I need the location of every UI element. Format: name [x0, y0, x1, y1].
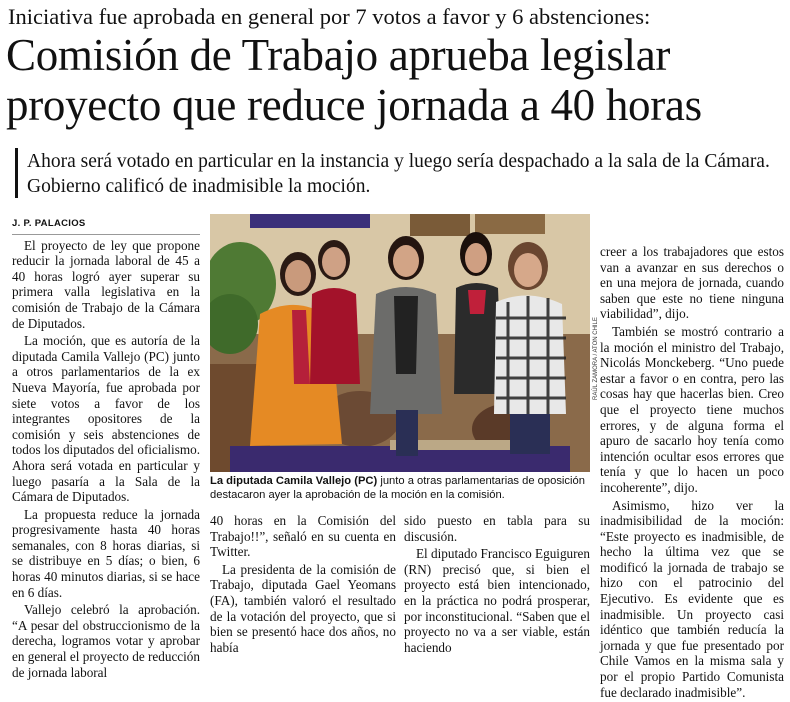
paragraph: La propuesta reduce la jornada progresivamente hasta 40 horas semanales, con 8 horas diarias, si se distribuye en 5 días; o bien, 6 horas 40 minutos diarias, si se hace en 6 días.	[12, 506, 200, 600]
paragraph: Asimismo, hizo ver la inadmisibilidad de la moción: “Este proyecto es inadmisible, de hecho la última vez que se modificó la jornada de trabajo se hizo con el patrocinio del Ejecutivo. Es evidente que es inadmisible. Un proyecto casi idéntico que también reducía la jornada y que fue presentado por Chile Vamos en la misma sala y por el propio Partido Comunista fue declarado inadmisible”.	[600, 497, 784, 700]
paragraph: La presidenta de la comisión de Trabajo, diputada Gael Yeomans (FA), también valoró el resultado de la votación del proyecto, que si bien se presentó hace dos años, no había	[210, 561, 396, 655]
photo-caption	[210, 474, 592, 502]
column-2	[210, 513, 396, 657]
paragraph: El proyecto de ley que propone reducir la jornada laboral de 45 a 40 horas logró ayer superar su primera valla legislativa en la comisión de Trabajo de la Cámara de Diputados.	[12, 237, 200, 331]
column-1	[12, 214, 200, 682]
article-kicker: Iniciativa fue aprobada en general por 7 votos a favor y 6 abstenciones:	[8, 4, 651, 29]
photo-illustration	[210, 214, 590, 472]
column-4	[600, 244, 784, 702]
paragraph: sido puesto en tabla para su discusión.	[404, 513, 590, 544]
article-deck: Ahora será votado en particular en la instancia y luego sería despachado a la sala de la Cámara. Gobierno calificó de inadmisible la moción.	[27, 151, 770, 197]
paragraph: También se mostró contrario a la moción el ministro del Trabajo, Nicolás Monckeberg. “Uno puede estar a favor o en contra, pero las cosas hay que hacerlas bien. Creo que el proyecto tiene muchos errores, y de alguna forma el apuro de sacarlo hoy tenía como intención ocultar esos errores que tenía y que lo hacen un poco incoherente”, dijo.	[600, 323, 784, 495]
headline-line-2: proyecto que reduce jornada a 40 horas	[6, 80, 702, 130]
paragraph: 40 horas en la Comisión del Trabajo!!”, señaló en su cuenta en Twitter.	[210, 513, 396, 560]
paragraph: Vallejo celebró la aprobación. “A pesar del obstruccionismo de la derecha, logramos votar y aprobar en general el proyecto de reducción de jornada laboral	[12, 602, 200, 680]
photo-credit: RAÚL ZAMORA / ATON CHILE	[593, 317, 599, 400]
paragraph: El diputado Francisco Eguiguren (RN) precisó que, si bien el proyecto está bien intencionado, en la práctica no podrá prosperar, por inconstitucional. “Saben que el proyecto no va a ser viable, están haciendo	[404, 546, 590, 655]
caption-text: junto a otras parlamentarias de oposición destacaron ayer la aprobación de la moción en la comisión.	[210, 475, 585, 501]
paragraph: creer a los trabajadores que estos van a avanzar en sus derechos o en una mejora de jornada, cuando saben que este no tiene ninguna viabilidad”, dijo.	[600, 244, 784, 322]
byline: J. P. PALACIOS	[12, 216, 200, 235]
headline-line-1: Comisión de Trabajo aprueba legislar	[6, 30, 671, 80]
deck-rule	[15, 148, 18, 198]
article-headline	[6, 30, 786, 130]
paragraph: La moción, que es autoría de la diputada Camila Vallejo (PC) junto a otros parlamentarios de la ex Nueva Mayoría, fue aprobada por siete votos a favor de los integrantes opositores de la comisión y seis abstenciones de todos los diputados del oficialismo. Ahora será votada en particular y luego pasaría a la Sala de la Cámara de Diputados.	[12, 333, 200, 505]
article-photo	[210, 214, 590, 472]
column-3	[404, 513, 590, 657]
caption-highlight: La diputada Camila Vallejo (PC)	[210, 475, 378, 487]
